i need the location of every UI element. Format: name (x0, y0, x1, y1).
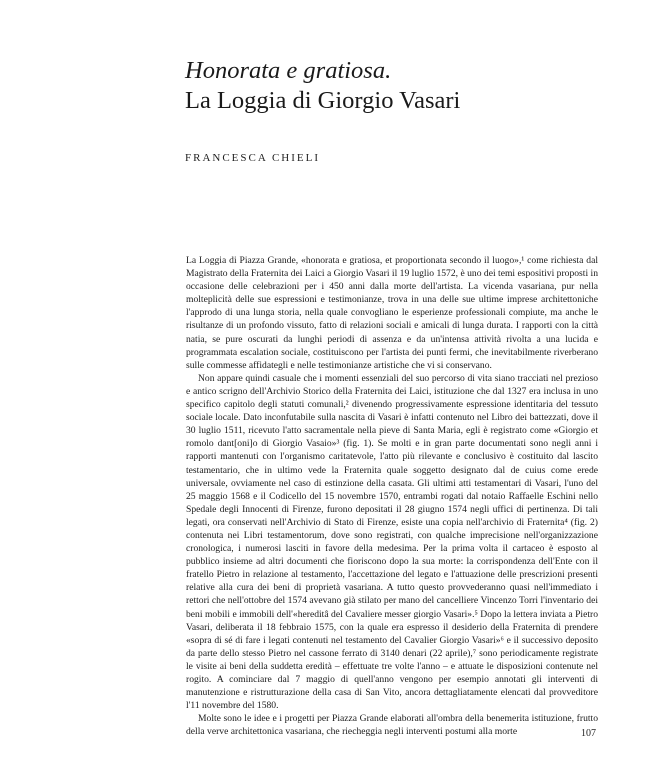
article-title (185, 56, 460, 116)
title-line-italic: Honorata e gratiosa. (185, 57, 392, 84)
paragraph: La Loggia di Piazza Grande, «honorata e gratiosa, et proportionata secondo il luogo»,¹ come richiesta dal Magistrato della Fraternita dei Laici a Giorgio Vasari il 19 luglio 1572, è uno dei temi espositivi proposti in occasione delle celebrazioni per i 450 anni dalla morte dell'artista. La vicenda vasariana, pur nella molteplicità delle sue espressioni e testimonianze, trova in una delle sue ultime imprese architettoniche l'approdo di una lunga storia, nella quale convogliano le esperienze professionali compiute, ma anche le risultanze di un profondo vissuto, fatto di relazioni sociali e amicali di lunga durata. I rapporti con la città natia, se pure oscurati da lunghi periodi di assenza e da un'intensa attività rivolta a una lucida e programmata escalation sociale, costituiscono per l'artista dei punti fermi, che inevitabilmente riverberano sulle commesse affidategli e nelle testimonianze artistiche che vi si conservano. (186, 255, 598, 371)
page-number: 107 (581, 728, 596, 739)
author-name: FRANCESCA CHIELI (185, 152, 320, 164)
paragraph: Molte sono le idee e i progetti per Piazza Grande elaborati all'ombra della benemerita istituzione, frutto della verve architettonica vasariana, che riecheggia negli interventi postumi alla morte (186, 713, 598, 738)
title-line-main: La Loggia di Giorgio Vasari (185, 87, 461, 114)
body-text (186, 254, 598, 738)
paragraph: Non appare quindi casuale che i momenti essenziali del suo percorso di vita siano tracciati nel prezioso e antico scrigno dell'Archivio Storico della Fraternita dei Laici, istituzione che dal 1327 era inclusa in uno specifico capitolo degli statuti comunali,² divenendo progressivamente espressione identitaria del tessuto sociale locale. Dato inconfutabile sulla nascita di Vasari è infatti contenuto nel Libro dei battezzati, dove il 30 luglio 1511, ricevuto l'atto sacramentale nella pieve di Santa Maria, egli è registrato come «Giorgio et romolo dant[oni]o di Giorgio Vasaio»³ (fig. 1). Se molti e in gran parte documentati sono negli anni i rapporti mantenuti con l'organismo caritatevole, l'atto più rilevante e conclusivo è costituito dal lascito testamentario, che in ultimo vede la Fraternita quale soggetto designato dal de cuius come erede universale, ovviamente nel caso di estinzione della casata. Gli ultimi atti testamentari di Vasari, l'uno del 25 maggio 1568 e il Codicello del 15 novembre 1570, entrambi rogati dal notaio Raffaelle Eschini nello Spedale degli Innocenti di Firenze, furono depositati il 28 giugno 1574 negli uffici di pertinenza. Di tali legati, ora conservati nell'Archivio di Stato di Firenze, esiste una copia nell'archivio di Fraternita⁴ (fig. 2) contenuta nei Libri testamentorum, dove sono registrati, con qualche imprecisione nell'organizzazione cronologica, i numerosi lasciti in favore della medesima. Per la prima volta il cartaceo è esposto al pubblico insieme ad altri documenti che fioriscono dopo la sua morte: la corrispondenza dell'Ente con il fratello Pietro in relazione al testamento, l'accettazione del legato e l'attuazione delle prescrizioni presenti relative alla cura dei beni di proprietà vasariana. A tutto questo provvederanno quasi nell'immediato i rettori che nell'ottobre del 1574 avevano già stilato per mano del cancelliere Vincenzo Torri l'inventario dei beni mobili e immobili dell'«hereditâ del Cavaliere messer giorgio Vasari».⁵ Dopo la lettera inviata a Pietro Vasari, deliberata il 18 febbraio 1575, con la quale era espresso il desiderio della Fraternita di prendere «sopra di sé di fare i legati contenuti nel testamento del Cavalier Giorgio Vasari»⁶ e il successivo deposito da parte dello stesso Pietro nel cassone ferrato di 3140 denari (22 aprile),⁷ sono periodicamente registrate le visite ai beni della suddetta eredità – effettuate tre volte l'anno – e attuate le disposizioni contenute nel rogito. A cominciare dal 7 maggio di quell'anno vengono per esempio annotati gli interventi di manutenzione e ristrutturazione della casa di San Vito, ancora dettagliatamente elencati dal provveditore l'11 novembre del 1580. (186, 372, 598, 712)
